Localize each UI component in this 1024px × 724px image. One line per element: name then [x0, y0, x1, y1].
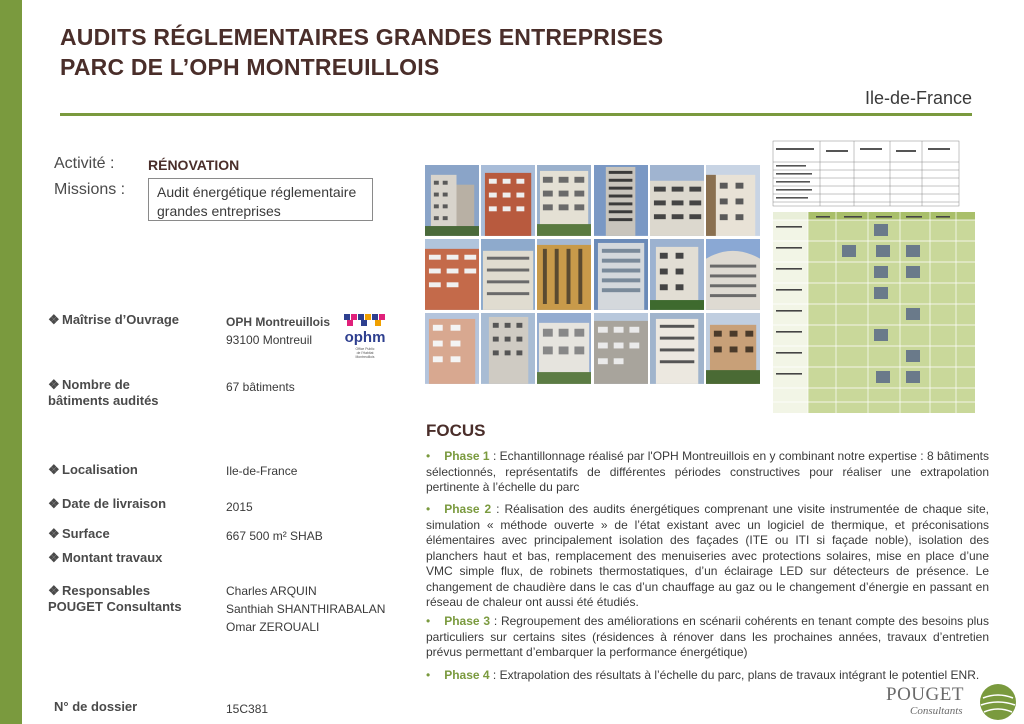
building-photo — [706, 165, 760, 236]
dossier-label: N° de dossier — [54, 699, 138, 714]
phase-2-paragraph — [426, 502, 989, 611]
diamond-bullet-icon: ❖ — [48, 377, 60, 392]
responsable-2: Santhiah SHANTHIRABALAN — [226, 602, 386, 616]
building-photo — [537, 239, 591, 310]
diamond-bullet-icon: ❖ — [48, 462, 60, 477]
phase-3-name: Phase 3 — [444, 614, 491, 628]
activite-value: RÉNOVATION — [148, 157, 240, 173]
responsable-1: Charles ARQUIN — [226, 584, 317, 598]
building-photo-collage — [425, 165, 760, 385]
svg-text:POUGET: POUGET — [886, 684, 964, 705]
bullet-icon: • — [426, 449, 431, 463]
responsables-label: ❖ Responsables POUGET Consultants — [48, 583, 182, 614]
page-title — [60, 22, 663, 82]
building-photo — [706, 313, 760, 384]
missions-line-2: grandes entreprises — [157, 203, 281, 219]
missions-label: Missions : — [54, 181, 126, 198]
moa-label: ❖ Maîtrise d’Ouvrage — [48, 312, 180, 327]
date-label: ❖ Date de livraison — [48, 496, 167, 511]
building-photo — [481, 313, 535, 384]
building-photo — [481, 165, 535, 236]
building-photo — [594, 165, 648, 236]
localisation-value: Ile-de-France — [226, 464, 298, 478]
svg-text:ophm: ophm — [344, 329, 386, 346]
left-accent-bar — [0, 0, 22, 724]
dossier-value: 15C381 — [226, 702, 269, 716]
building-photo — [537, 313, 591, 384]
building-photo — [425, 239, 479, 310]
montant-label: ❖ Montant travaux — [48, 550, 163, 565]
building-photo — [650, 313, 704, 384]
building-photo — [650, 165, 704, 236]
phase-2-name: Phase 2 — [444, 502, 492, 516]
building-photo — [425, 313, 479, 384]
results-table-thumbnail — [772, 140, 976, 414]
diamond-bullet-icon: ❖ — [48, 526, 60, 541]
ophm-logo — [341, 313, 389, 359]
building-photo — [594, 313, 648, 384]
title-line-1: AUDITS RÉGLEMENTAIRES GRANDES ENTREPRISES — [60, 24, 664, 50]
bullet-icon: • — [426, 668, 431, 682]
title-line-2: PARC DE L’OPH MONTREUILLOIS — [60, 54, 440, 80]
date-value: 2015 — [226, 500, 253, 514]
phase-4-text: : Extrapolation des résultats à l’échelle du parc, plans de travaux intégrant le potentiel ENR. — [489, 668, 980, 682]
phase-1-paragraph — [426, 449, 989, 496]
svg-text:de l'Habitat: de l'Habitat — [356, 351, 374, 355]
building-photo — [706, 239, 760, 310]
missions-line-1: Audit énergétique réglementaire — [157, 184, 357, 200]
missions-box — [148, 178, 373, 221]
svg-text:Consultants: Consultants — [910, 705, 963, 717]
phase-2-text: : Réalisation des audits énergétiques comprenant une visite instrumentée de chaque site, simulation « méthode ouverte » de l’état existant avec un logiciel de thermique, et préconisations élémentaires avec principalement isolation des façades (ITE ou ITI si façade noble), isolation des planchers haut et bas, remplacement des menuiseries avec protections solaires, mise en place d’une VMC simple flux, de robinets thermostatiques, d’un éclairage LED sur détecteurs de présence. Le changement de chaudière dans le cas d’un chauffage au gaz ou le changement d’énergie en passant en réseau de chaleur ont aussi été étudiés. — [426, 502, 989, 609]
diamond-bullet-icon: ❖ — [48, 496, 60, 511]
phase-1-text: : Echantillonnage réalisé par l'OPH Montreuillois en y combinant notre expertise : 8 bâtiments sélectionnés, représentatifs de différentes périodes constructives pour réaliser une extrapolation pertinente à l’échelle du parc — [426, 449, 989, 494]
nb-batiments-label: ❖ Nombre de bâtiments audités — [48, 377, 159, 408]
surface-label: ❖ Surface — [48, 526, 110, 541]
nb-batiments-value: 67 bâtiments — [226, 380, 295, 394]
svg-text:Montreuillois: Montreuillois — [355, 355, 375, 359]
diamond-bullet-icon: ❖ — [48, 550, 60, 565]
building-photo — [650, 239, 704, 310]
moa-value-2: 93100 Montreuil — [226, 333, 313, 347]
diamond-bullet-icon: ❖ — [48, 312, 60, 327]
phase-3-paragraph — [426, 614, 989, 661]
surface-value: 667 500 m² SHAB — [226, 529, 323, 543]
phase-1-name: Phase 1 — [444, 449, 490, 463]
moa-value-1: OPH Montreuillois — [226, 315, 331, 329]
region-label: Ile-de-France — [864, 88, 972, 108]
focus-heading: FOCUS — [426, 421, 486, 440]
building-photo — [425, 165, 479, 236]
activite-label: Activité : — [54, 155, 115, 172]
building-photo — [537, 165, 591, 236]
phase-4-name: Phase 4 — [444, 668, 490, 682]
building-photo — [594, 239, 648, 310]
pouget-consultants-logo — [884, 680, 1019, 724]
building-photo — [481, 239, 535, 310]
diamond-bullet-icon: ❖ — [48, 583, 60, 598]
phase-3-text: : Regroupement des améliorations en scénarii cohérents en tenant compte des besoins plus particuliers sur certains sites (résidences à rénover dans les prochaines années, travaux d’entretien prévus permettant d’embarquer la performance énergétique) — [426, 614, 989, 659]
responsable-3: Omar ZEROUALI — [226, 620, 320, 634]
header-divider — [60, 113, 972, 116]
bullet-icon: • — [426, 614, 431, 628]
bullet-icon: • — [426, 502, 431, 516]
localisation-label: ❖ Localisation — [48, 462, 138, 477]
svg-text:Office Public: Office Public — [355, 347, 375, 351]
